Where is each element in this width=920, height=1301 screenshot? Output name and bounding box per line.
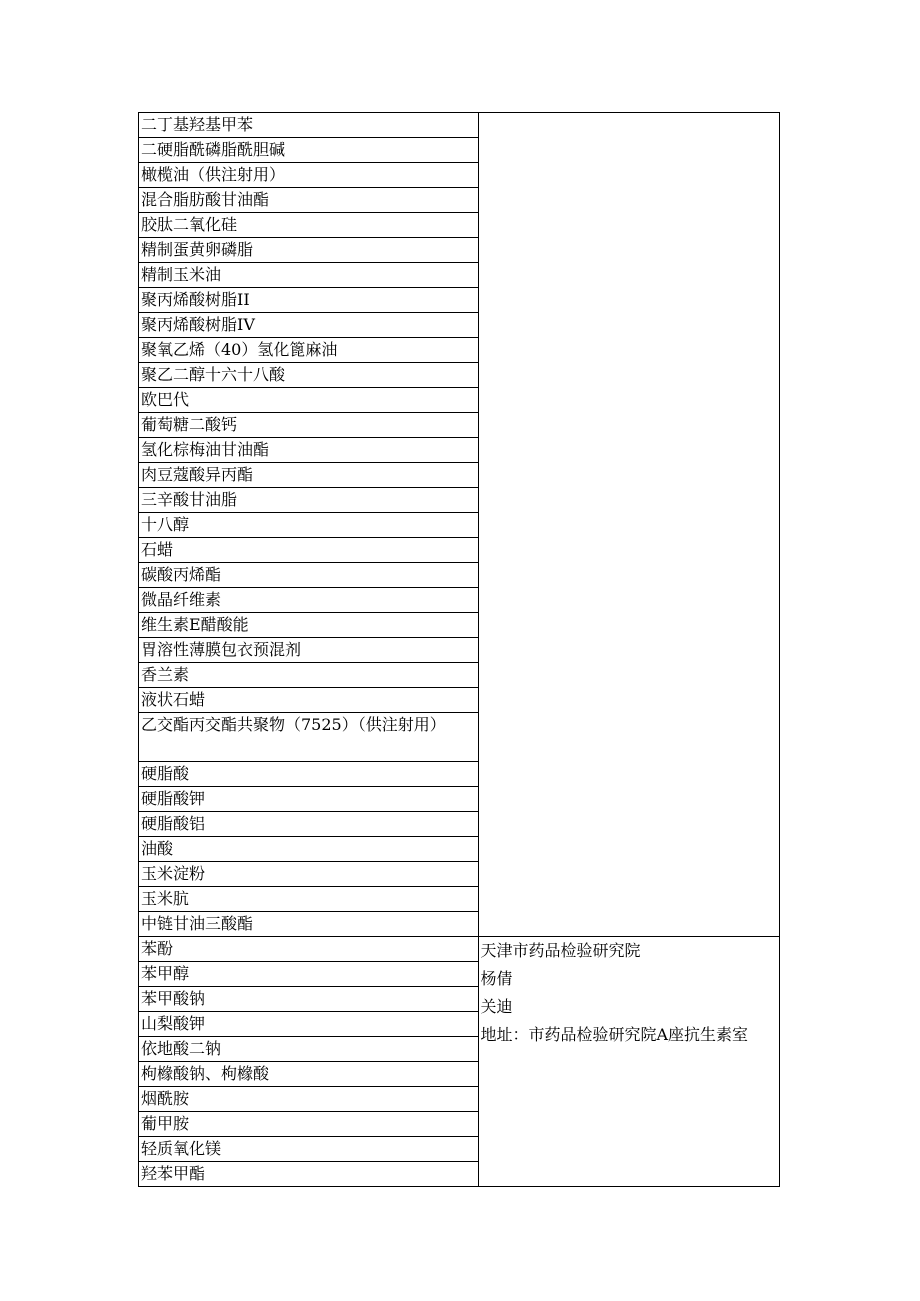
substance-name-cell: 硬脂酸 bbox=[139, 762, 479, 787]
substance-name-cell: 苯酚 bbox=[139, 937, 479, 962]
substance-name-cell: 橄榄油（供注射用） bbox=[139, 163, 479, 188]
contact-address: 地址：市药品检验研究院A座抗生素室 bbox=[480, 1025, 749, 1044]
substance-name-cell: 二硬脂酰磷脂酰胆碱 bbox=[139, 138, 479, 163]
substance-name-cell: 聚丙烯酸树脂IV bbox=[139, 313, 479, 338]
substance-name-cell: 硬脂酸铝 bbox=[139, 812, 479, 837]
substance-name-cell: 苯甲醇 bbox=[139, 962, 479, 987]
contact-cell-empty bbox=[478, 113, 780, 937]
substance-name-cell: 混合脂肪酸甘油酯 bbox=[139, 188, 479, 213]
substance-name-cell: 玉米淀粉 bbox=[139, 862, 479, 887]
substance-name-cell: 微晶纤维素 bbox=[139, 588, 479, 613]
excipient-table bbox=[138, 112, 780, 1187]
substance-name-cell: 聚乙二醇十六十八酸 bbox=[139, 363, 479, 388]
substance-name-cell: 十八醇 bbox=[139, 513, 479, 538]
contact-cell bbox=[478, 937, 780, 1187]
substance-name-cell: 玉米肮 bbox=[139, 887, 479, 912]
substance-name-cell: 乙交酯丙交酯共聚物（7525）（供注射用） bbox=[139, 713, 479, 762]
substance-name-cell: 胶肽二氧化硅 bbox=[139, 213, 479, 238]
substance-name-cell: 精制蛋黄卵磷脂 bbox=[139, 238, 479, 263]
substance-name-cell: 羟苯甲酯 bbox=[139, 1162, 479, 1187]
substance-name-cell: 香兰素 bbox=[139, 663, 479, 688]
substance-name-cell: 三辛酸甘油脂 bbox=[139, 488, 479, 513]
substance-name-cell: 碳酸丙烯酯 bbox=[139, 563, 479, 588]
substance-name-cell: 维生素E醋酸能 bbox=[139, 613, 479, 638]
substance-name-cell: 石蜡 bbox=[139, 538, 479, 563]
substance-name-cell: 枸橼酸钠、枸橼酸 bbox=[139, 1062, 479, 1087]
substance-name-cell: 欧巴代 bbox=[139, 388, 479, 413]
substance-name-cell: 烟酰胺 bbox=[139, 1087, 479, 1112]
substance-name-cell: 氢化棕梅油甘油酯 bbox=[139, 438, 479, 463]
substance-name-cell: 油酸 bbox=[139, 837, 479, 862]
substance-name-cell: 聚氧乙烯（40）氢化篦麻油 bbox=[139, 338, 479, 363]
substance-name-cell: 聚丙烯酸树脂II bbox=[139, 288, 479, 313]
contact-person1: 杨倩 bbox=[480, 969, 513, 988]
substance-name-cell: 液状石蜡 bbox=[139, 688, 479, 713]
substance-name-cell: 轻质氧化镁 bbox=[139, 1137, 479, 1162]
substance-name-cell: 中链甘油三酸酯 bbox=[139, 912, 479, 937]
substance-name-cell: 葡甲胺 bbox=[139, 1112, 479, 1137]
substance-name-cell: 二丁基羟基甲苯 bbox=[139, 113, 479, 138]
substance-name-cell: 苯甲酸钠 bbox=[139, 987, 479, 1012]
contact-person2: 关迪 bbox=[480, 997, 513, 1016]
substance-name-cell: 精制玉米油 bbox=[139, 263, 479, 288]
contact-institute: 天津市药品检验研究院 bbox=[480, 941, 641, 960]
substance-name-cell: 肉豆蔻酸异丙酯 bbox=[139, 463, 479, 488]
substance-name-cell: 葡萄糖二酸钙 bbox=[139, 413, 479, 438]
substance-name-cell: 山梨酸钾 bbox=[139, 1012, 479, 1037]
table-row bbox=[139, 113, 780, 138]
table-row bbox=[139, 937, 780, 962]
substance-name-cell: 依地酸二钠 bbox=[139, 1037, 479, 1062]
substance-name-cell: 硬脂酸钾 bbox=[139, 787, 479, 812]
substance-name-cell: 胃溶性薄膜包衣预混剂 bbox=[139, 638, 479, 663]
